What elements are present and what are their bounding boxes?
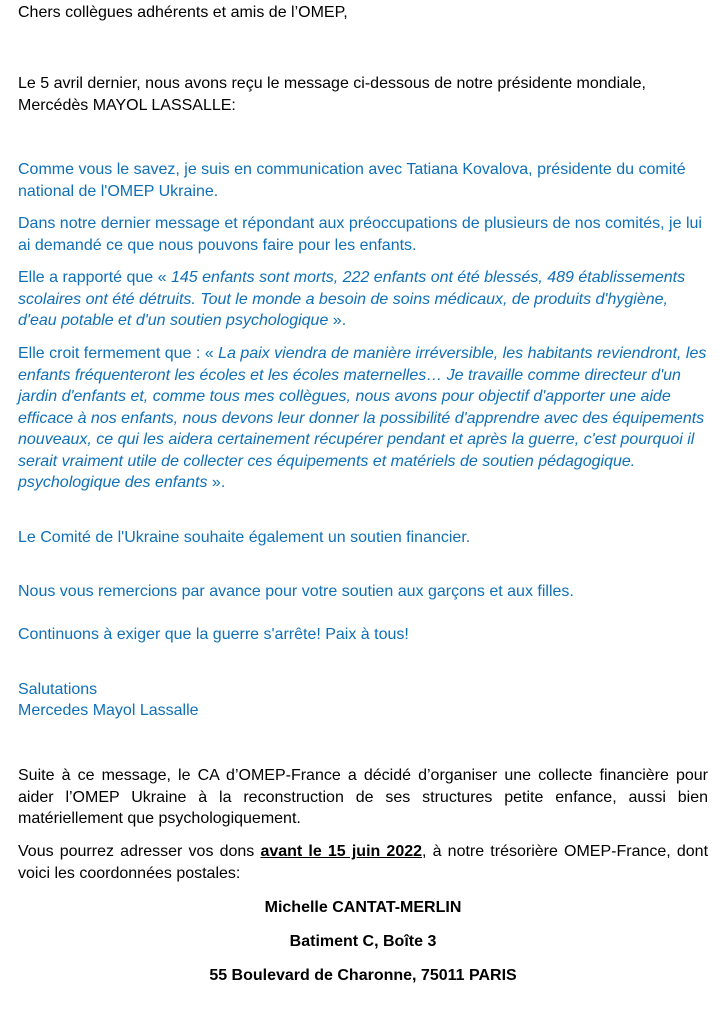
quote-signature: Mercedes Mayol Lassalle (18, 702, 199, 719)
address-line-2: 55 Boulevard de Charonne, 75011 PARIS (209, 967, 517, 984)
intro-paragraph: Le 5 avril dernier, nous avons reçu le message ci-dessous de notre présidente mondiale, Mercédès MAYOL LASSALLE: (18, 75, 646, 114)
quote-paragraph-6: Nous vous remercions par avance pour votre soutien aux garçons et aux filles. (18, 583, 574, 600)
address-line-1: Batiment C, Boîte 3 (289, 933, 437, 950)
greeting: Chers collègues adhérents et amis de l’OMEP, (18, 4, 348, 21)
quote-paragraph-3 (18, 267, 708, 332)
quote-paragraph-3-lead: Elle a rapporté que « (18, 269, 171, 286)
quote-paragraph-4-tail: ». (207, 474, 226, 491)
quote-paragraph-4-lead: Elle croit fermement que : « (18, 345, 219, 362)
followup-paragraph: Suite à ce message, le CA d’OMEP-France a décidé d’organiser une collecte financière pour aider l’OMEP Ukraine à la reconstruction de ses structures petite enfance, aussi bien matériellement que psychologiquement. (18, 767, 708, 827)
donation-paragraph (18, 841, 708, 884)
quote-paragraph-1: Comme vous le savez, je suis en communication avec Tatiana Kovalova, présidente du comité national de l'OMEP Ukraine. (18, 161, 686, 200)
quote-paragraph-7: Continuons à exiger que la guerre s'arrête! Paix à tous! (18, 626, 409, 643)
donation-deadline: avant le 15 juin 2022 (260, 843, 423, 860)
quote-paragraph-4 (18, 343, 708, 494)
quote-paragraph-4-quote: La paix viendra de manière irréversible, les habitants reviendront, les enfants fréquenteront les écoles et les écoles maternelles… Je travaille comme directeur d'un jardin d'enfants et, comme tous mes collègues, nous avons pour objectif d'apporter une aide efficace à nos enfants, nous devons leur donner la possibilité d'apprendre avec des équipements nouveaux, ce qui les aidera certainement récupérer pendant et après la guerre, c'est pourquoi il serait vraiment utile de collecter ces équipements et matériels de soutien pédagogique. psychologique des enfants (18, 345, 707, 491)
address-name: Michelle CANTAT-MERLIN (264, 899, 462, 916)
quote-paragraph-5: Le Comité de l'Ukraine souhaite également un soutien financier. (18, 529, 471, 546)
quote-paragraph-2: Dans notre dernier message et répondant aux préoccupations de plusieurs de nos comités, je lui ai demandé ce que nous pouvons faire pour les enfants. (18, 215, 702, 254)
donation-lead: Vous pourrez adresser vos dons (18, 843, 261, 860)
quote-closing: Salutations (18, 681, 98, 698)
quote-paragraph-3-tail: ». (328, 312, 347, 329)
donation-tail: , à notre trésorière OMEP-France, dont voici les coordonnées postales: (18, 843, 709, 882)
quote-paragraph-3-quote: 145 enfants sont morts, 222 enfants ont été blessés, 489 établissements scolaires ont été détruits. Tout le monde a besoin de soins médicaux, de produits d'hygiène, d'eau potable et d'un soutien psychologique (18, 269, 686, 329)
